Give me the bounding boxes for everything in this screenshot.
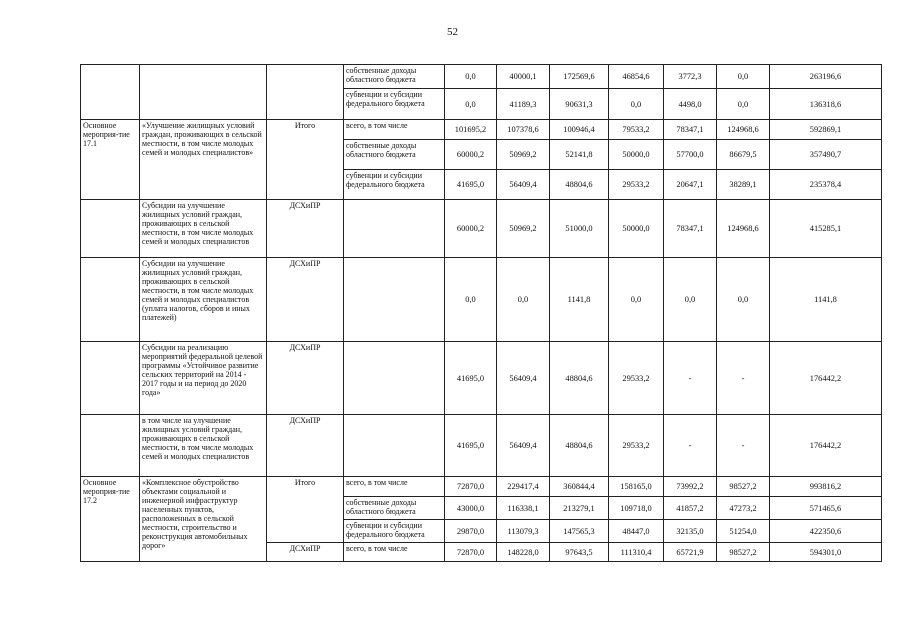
value-cell: 0,0 bbox=[717, 258, 770, 342]
value-cell: 50969,2 bbox=[497, 140, 550, 170]
value-cell: 0,0 bbox=[609, 89, 664, 120]
responsible-cell: Итого bbox=[267, 477, 344, 543]
value-cell: 594301,0 bbox=[770, 543, 882, 562]
value-cell: 97643,5 bbox=[550, 543, 609, 562]
code-cell bbox=[81, 200, 140, 258]
value-cell: 0,0 bbox=[664, 258, 717, 342]
value-cell: 57700,0 bbox=[664, 140, 717, 170]
responsible-cell: ДСХиПР bbox=[267, 258, 344, 342]
source-cell: субвенции и субсидии федерального бюджета bbox=[344, 520, 445, 543]
value-cell: 47273,2 bbox=[717, 497, 770, 520]
value-cell: 1141,8 bbox=[770, 258, 882, 342]
value-cell: 56409,4 bbox=[497, 170, 550, 200]
value-cell: 41189,3 bbox=[497, 89, 550, 120]
value-cell: 41695,0 bbox=[445, 342, 497, 415]
table-body bbox=[81, 65, 882, 562]
value-cell: 176442,2 bbox=[770, 342, 882, 415]
code-cell bbox=[81, 415, 140, 477]
table-row bbox=[81, 65, 882, 89]
value-cell: 113079,3 bbox=[497, 520, 550, 543]
value-cell: 46854,6 bbox=[609, 65, 664, 89]
value-cell: 571465,6 bbox=[770, 497, 882, 520]
item-cell: Субсидии на улучшение жилищных условий граждан, проживающих в сельской местности, в том числе молодых семей и молодых специалистов (уплата налогов, сборов и иных платежей) bbox=[140, 258, 267, 342]
item-cell: «Улучшение жилищных условий граждан, проживающих в сельской местности, в том числе молодых семей и молодых специалистов» bbox=[140, 120, 267, 200]
value-cell: 357490,7 bbox=[770, 140, 882, 170]
source-cell: собственные доходы областного бюджета bbox=[344, 497, 445, 520]
value-cell: 56409,4 bbox=[497, 342, 550, 415]
value-cell: 29533,2 bbox=[609, 415, 664, 477]
value-cell: 98527,2 bbox=[717, 543, 770, 562]
value-cell: 51000,0 bbox=[550, 200, 609, 258]
item-cell: в том числе на улучшение жилищных условий граждан, проживающих в сельской местности, в том числе молодых семей и молодых специалистов bbox=[140, 415, 267, 477]
value-cell: 124968,6 bbox=[717, 120, 770, 140]
value-cell: 40000,1 bbox=[497, 65, 550, 89]
value-cell: 79533,2 bbox=[609, 120, 664, 140]
value-cell: 51254,0 bbox=[717, 520, 770, 543]
responsible-cell: ДСХиПР bbox=[267, 342, 344, 415]
table-row bbox=[81, 415, 882, 477]
value-cell: 1141,8 bbox=[550, 258, 609, 342]
responsible-cell bbox=[267, 65, 344, 120]
code-cell: Основное мероприя-тие 17.1 bbox=[81, 120, 140, 200]
value-cell: 0,0 bbox=[717, 65, 770, 89]
value-cell: 100946,4 bbox=[550, 120, 609, 140]
source-cell: собственные доходы областного бюджета bbox=[344, 65, 445, 89]
value-cell: 0,0 bbox=[609, 258, 664, 342]
value-cell: 72870,0 bbox=[445, 543, 497, 562]
source-cell: субвенции и субсидии федерального бюджета bbox=[344, 89, 445, 120]
value-cell: 48804,6 bbox=[550, 342, 609, 415]
source-cell: всего, в том числе bbox=[344, 120, 445, 140]
value-cell: 78347,1 bbox=[664, 200, 717, 258]
value-cell: 65721,9 bbox=[664, 543, 717, 562]
value-cell: 48447,0 bbox=[609, 520, 664, 543]
value-cell: 263196,6 bbox=[770, 65, 882, 89]
value-cell: 158165,0 bbox=[609, 477, 664, 497]
source-cell: всего, в том числе bbox=[344, 477, 445, 497]
value-cell: 60000,2 bbox=[445, 200, 497, 258]
budget-table bbox=[80, 64, 882, 562]
table-row bbox=[81, 477, 882, 497]
source-cell: субвенции и субсидии федерального бюджета bbox=[344, 170, 445, 200]
value-cell: 90631,3 bbox=[550, 89, 609, 120]
value-cell: 98527,2 bbox=[717, 477, 770, 497]
value-cell: 41857,2 bbox=[664, 497, 717, 520]
item-cell: «Комплексное обустройство объектами социальной и инженерной инфраструктур населенных пунктов, расположенных в сельской местности, строительство и реконструкция автомобильных дорог» bbox=[140, 477, 267, 562]
value-cell: 109718,0 bbox=[609, 497, 664, 520]
value-cell: 172569,6 bbox=[550, 65, 609, 89]
code-cell bbox=[81, 65, 140, 120]
value-cell: 107378,6 bbox=[497, 120, 550, 140]
value-cell: 73992,2 bbox=[664, 477, 717, 497]
value-cell: 116338,1 bbox=[497, 497, 550, 520]
table-row bbox=[81, 120, 882, 140]
source-cell: собственные доходы областного бюджета bbox=[344, 140, 445, 170]
value-cell: 41695,0 bbox=[445, 415, 497, 477]
value-cell: 592869,1 bbox=[770, 120, 882, 140]
value-cell: 124968,6 bbox=[717, 200, 770, 258]
page-number: 52 bbox=[447, 26, 458, 38]
source-cell bbox=[344, 342, 445, 415]
value-cell: 50000,0 bbox=[609, 140, 664, 170]
value-cell: 3772,3 bbox=[664, 65, 717, 89]
item-cell: Субсидии на улучшение жилищных условий граждан, проживающих в сельской местности, в том числе молодых семей и молодых специалистов bbox=[140, 200, 267, 258]
value-cell: 176442,2 bbox=[770, 415, 882, 477]
value-cell: 101695,2 bbox=[445, 120, 497, 140]
table-row bbox=[81, 258, 882, 342]
table-row bbox=[81, 200, 882, 258]
item-cell bbox=[140, 65, 267, 120]
code-cell bbox=[81, 258, 140, 342]
value-cell: 38289,1 bbox=[717, 170, 770, 200]
value-cell: 0,0 bbox=[717, 89, 770, 120]
source-cell bbox=[344, 415, 445, 477]
value-cell: 43000,0 bbox=[445, 497, 497, 520]
table-row bbox=[81, 342, 882, 415]
responsible-cell: ДСХиПР bbox=[267, 200, 344, 258]
value-cell: 0,0 bbox=[445, 65, 497, 89]
value-cell: 213279,1 bbox=[550, 497, 609, 520]
value-cell: 0,0 bbox=[445, 258, 497, 342]
value-cell: 86679,5 bbox=[717, 140, 770, 170]
value-cell: 56409,4 bbox=[497, 415, 550, 477]
value-cell: - bbox=[664, 342, 717, 415]
value-cell: 235378,4 bbox=[770, 170, 882, 200]
value-cell: 52141,8 bbox=[550, 140, 609, 170]
value-cell: 422350,6 bbox=[770, 520, 882, 543]
responsible-cell: Итого bbox=[267, 120, 344, 200]
value-cell: 60000,2 bbox=[445, 140, 497, 170]
value-cell: 48804,6 bbox=[550, 415, 609, 477]
value-cell: - bbox=[717, 415, 770, 477]
value-cell: 48804,6 bbox=[550, 170, 609, 200]
source-cell bbox=[344, 200, 445, 258]
value-cell: 72870,0 bbox=[445, 477, 497, 497]
value-cell: 229417,4 bbox=[497, 477, 550, 497]
value-cell: 50969,2 bbox=[497, 200, 550, 258]
value-cell: 136318,6 bbox=[770, 89, 882, 120]
value-cell: 29870,0 bbox=[445, 520, 497, 543]
value-cell: 78347,1 bbox=[664, 120, 717, 140]
value-cell: - bbox=[664, 415, 717, 477]
source-cell bbox=[344, 258, 445, 342]
value-cell: 360844,4 bbox=[550, 477, 609, 497]
code-cell bbox=[81, 342, 140, 415]
value-cell: 29533,2 bbox=[609, 170, 664, 200]
responsible-cell: ДСХиПР bbox=[267, 415, 344, 477]
value-cell: 50000,0 bbox=[609, 200, 664, 258]
value-cell: 4498,0 bbox=[664, 89, 717, 120]
value-cell: 0,0 bbox=[497, 258, 550, 342]
value-cell: 148228,0 bbox=[497, 543, 550, 562]
value-cell: 0,0 bbox=[445, 89, 497, 120]
value-cell: 147565,3 bbox=[550, 520, 609, 543]
value-cell: 993816,2 bbox=[770, 477, 882, 497]
item-cell: Субсидии на реализацию мероприятий федеральной целевой программы «Устойчивое развитие сельских территорий на 2014 - 2017 годы и на период до 2020 года» bbox=[140, 342, 267, 415]
value-cell: 20647,1 bbox=[664, 170, 717, 200]
value-cell: - bbox=[717, 342, 770, 415]
responsible-cell: ДСХиПР bbox=[267, 543, 344, 562]
value-cell: 29533,2 bbox=[609, 342, 664, 415]
value-cell: 41695,0 bbox=[445, 170, 497, 200]
source-cell: всего, в том числе bbox=[344, 543, 445, 562]
value-cell: 32135,0 bbox=[664, 520, 717, 543]
code-cell: Основное мероприя-тие 17.2 bbox=[81, 477, 140, 562]
value-cell: 111310,4 bbox=[609, 543, 664, 562]
value-cell: 415285,1 bbox=[770, 200, 882, 258]
